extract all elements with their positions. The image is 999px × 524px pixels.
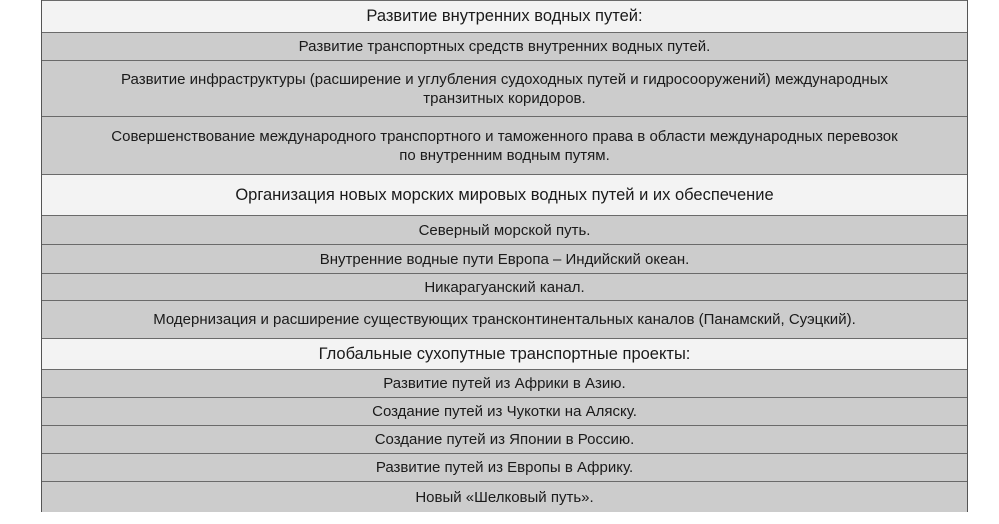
table-row [42,61,967,117]
table-row [42,370,967,398]
section-title: Организация новых морских мировых водных путей и их обеспечение [235,185,774,204]
section-title: Развитие внутренних водных путей: [366,7,643,25]
table-row [42,398,967,426]
table-row [42,245,967,274]
table-row [42,482,967,512]
section-header-land-projects [42,339,967,370]
section-header-inland-waterways [42,0,967,33]
row-text: Создание путей из Чукотки на Аляску. [372,403,637,420]
table-row [42,426,967,454]
table-row [42,301,967,339]
table-row [42,454,967,482]
row-text: Новый «Шелковый путь». [415,488,594,506]
projects-table [41,0,968,512]
row-text: Развитие инфраструктуры (расширение и углубления судоходных путей и гидросооружений) международных транзитных коридоров. [121,70,888,107]
table-row [42,216,967,245]
table-row [42,117,967,175]
table-row [42,33,967,61]
row-text: Развитие путей из Европы в Африку. [375,459,634,476]
row-text: Модернизация и расширение существующих трансконтинентальных каналов (Панамский, Суэцкий). [153,311,856,328]
row-text: Совершенствование международного транспортного и таможенного права в области международных перевозок по внутренним водным путям. [111,127,898,164]
row-text: Создание путей из Японии в Россию. [374,431,635,448]
row-text: Никарагуанский канал. [424,278,585,296]
section-header-sea-routes [42,175,967,216]
row-text: Развитие транспортных средств внутренних водных путей. [298,38,711,55]
row-text: Внутренние водные пути Европа – Индийский океан. [319,250,690,268]
row-text: Развитие путей из Африки в Азию. [383,375,626,392]
section-title: Глобальные сухопутные транспортные проекты: [318,344,691,363]
row-text: Северный морской путь. [418,221,591,239]
table-row [42,274,967,301]
